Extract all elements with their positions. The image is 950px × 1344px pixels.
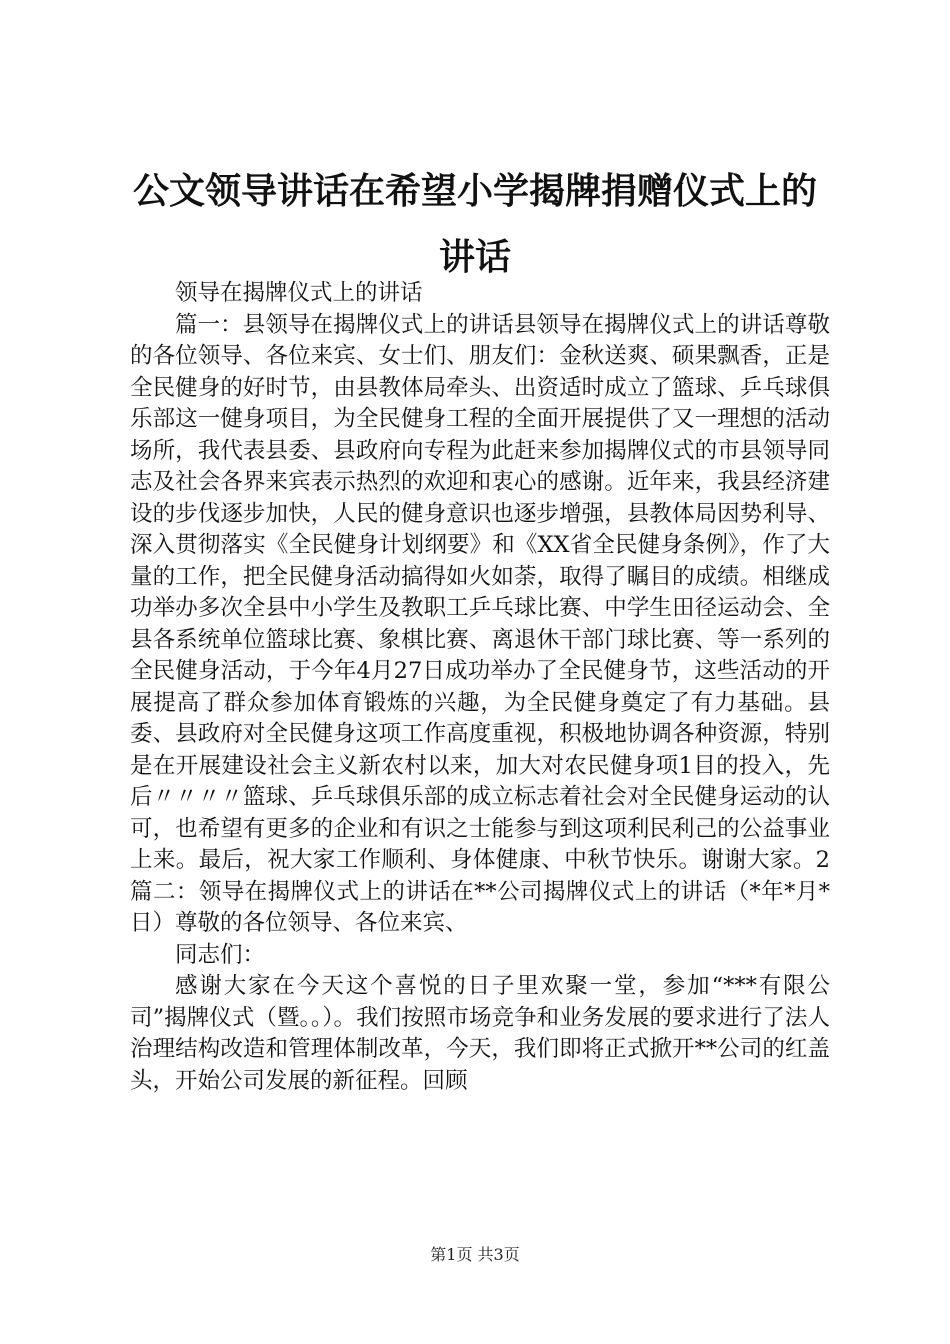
document-body [130,278,830,1097]
paragraph-greeting: 同志们： [175,941,266,968]
paragraph-speech-two: 感谢大家在今天这个喜悦的日子里欢聚一堂，参加“***有限公司”揭牌仪式（暨。。）。我们按照市场竞争和业务发展的要求进行了法人治理结构改造和管理体制改革，今天，我们即将正式掀开**公司的红盖头，开始公司发展的新征程。回顾 [130,973,830,1094]
paragraph-subtitle: 领导在揭牌仪式上的讲话 [175,280,423,306]
document-title: 公文领导讲话在希望小学揭牌捐赠仪式上的讲话 [132,170,817,278]
paragraph-speech-one: 篇一：县领导在揭牌仪式上的讲话县领导在揭牌仪式上的讲话尊敬的各位领导、各位来宾、女士们、朋友们：金秋送爽、硕果飘香，正是全民健身的好时节，由县教体局牵头、出资适时成立了篮球、乒乓球俱乐部这一健身项目，为全民健身工程的全面开展提供了又一理想的活动场所，我代表县委、县政府向专程为此赶来参加揭牌仪式的市县领导同志及社会各界来宾表示热烈的欢迎和衷心的感谢。近年来，我县经济建设的步伐逐步加快，人民的健身意识也逐步增强，县教体局因势利导、深入贯彻落实《全民健身计划纲要》和《XX省全民健身条例》，作了大量的工作，把全民健身活动搞得如火如荼，取得了瞩目的成绩。相继成功举办多次全县中小学生及教职工乒乓球比赛、中学生田径运动会、全县各系统单位篮球比赛、象棋比赛、离退休干部门球比赛、等一系列的全民健身活动，于今年4月27日成功举办了全民健身节，这些活动的开展提高了群众参加体育锻炼的兴趣，为全民健身奠定了有力基础。县委、县政府对全民健身这项工作高度重视，积极地协调各种资源，特别是在开展建设社会主义新农村以来，加大对农民健身项1目的投入，先后〃〃〃〃篮球、乒乓球俱乐部的成立标志着社会对全民健身运动的认可，也希望有更多的企业和有识之士能参与到这项利民利己的公益事业上来。最后，祝大家工作顺利、身体健康、中秋节快乐。谢谢大家。2篇二：领导在揭牌仪式上的讲话在**公司揭牌仪式上的讲话（*年*月*日）尊敬的各位领导、各位来宾、 [130,311,830,936]
page-number-footer: 第1页 共3页 [430,1245,520,1264]
